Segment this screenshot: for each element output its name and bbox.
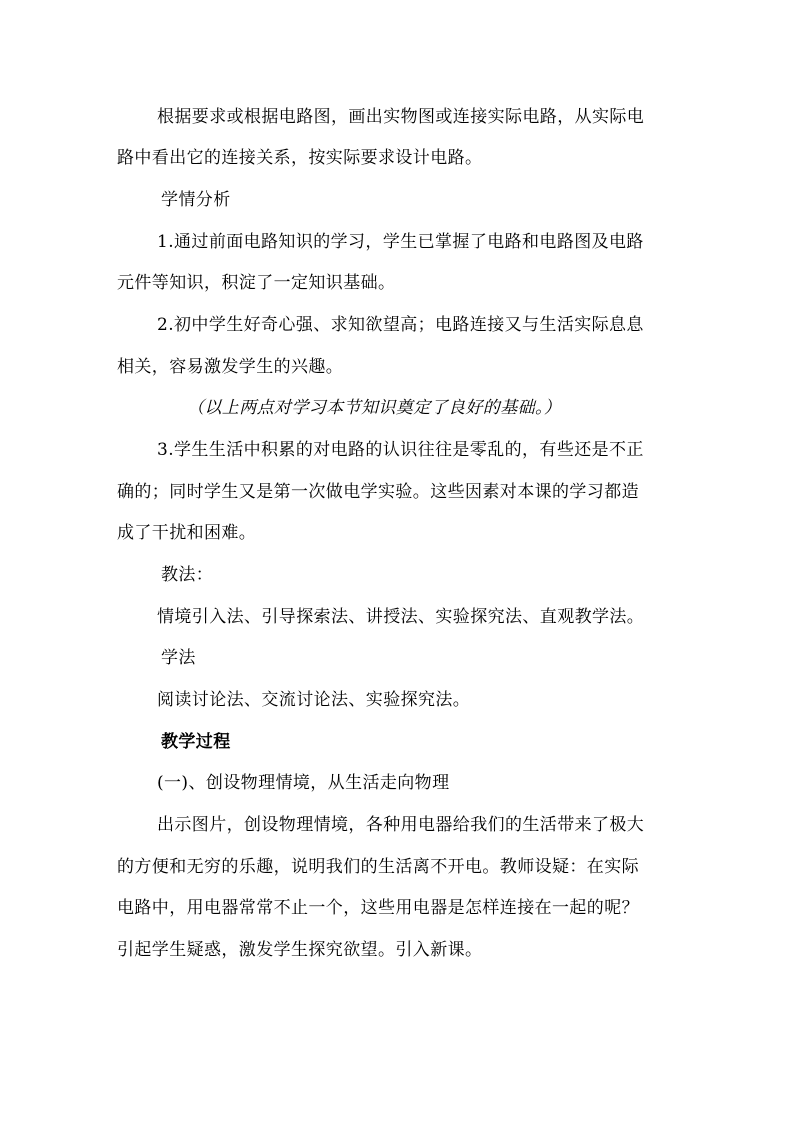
body-text-line: 确的；同时学生又是第一次做电学实验。这些因素对本课的学习都造: [117, 482, 639, 502]
body-text-line: 1.通过前面电路知识的学习，学生已掌握了电路和电路图及电路: [157, 232, 644, 252]
section-heading-student-analysis: 学情分析: [161, 190, 231, 210]
body-text-line: 的方便和无穷的乐趣，说明我们的生活离不开电。教师设疑：在实际: [117, 857, 639, 877]
section-heading-learning-method: 学法: [161, 648, 196, 668]
body-text-line: 电路中，用电器常常不止一个，这些用电器是怎样连接在一起的呢？: [117, 898, 639, 918]
body-text-line: 元件等知识，积淀了一定知识基础。: [117, 273, 396, 293]
body-text-line: 相关，容易激发学生的兴趣。: [117, 357, 344, 377]
body-text-line: 2.初中学生好奇心强、求知欲望高；电路连接又与生活实际息息: [157, 315, 644, 335]
body-text-line: 成了干扰和困难。: [117, 523, 257, 543]
body-text-line: 出示图片，创设物理情境，各种用电器给我们的生活带来了极大: [157, 815, 645, 835]
section-heading-teaching-method: 教法：: [161, 565, 214, 585]
section-heading-teaching-process: 教学过程: [161, 732, 231, 752]
italic-note: （以上两点对学习本节知识奠定了良好的基础。）: [187, 398, 562, 418]
subsection-heading: (一)、创设物理情境，从生活走向物理: [157, 773, 450, 793]
body-text-line: 情境引入法、引导探索法、讲授法、实验探究法、直观教学法。: [157, 607, 645, 627]
body-text-line: 引起学生疑惑，激发学生探究欲望。引入新课。: [117, 940, 483, 960]
body-text-line: 3.学生生活中积累的对电路的认识往往是零乱的，有些还是不正: [157, 440, 644, 460]
body-text-line: 阅读讨论法、交流讨论法、实验探究法。: [157, 690, 471, 710]
body-text-line: 路中看出它的连接关系，按实际要求设计电路。: [117, 148, 483, 168]
body-text-line: 根据要求或根据电路图，画出实物图或连接实际电路，从实际电: [157, 107, 645, 127]
